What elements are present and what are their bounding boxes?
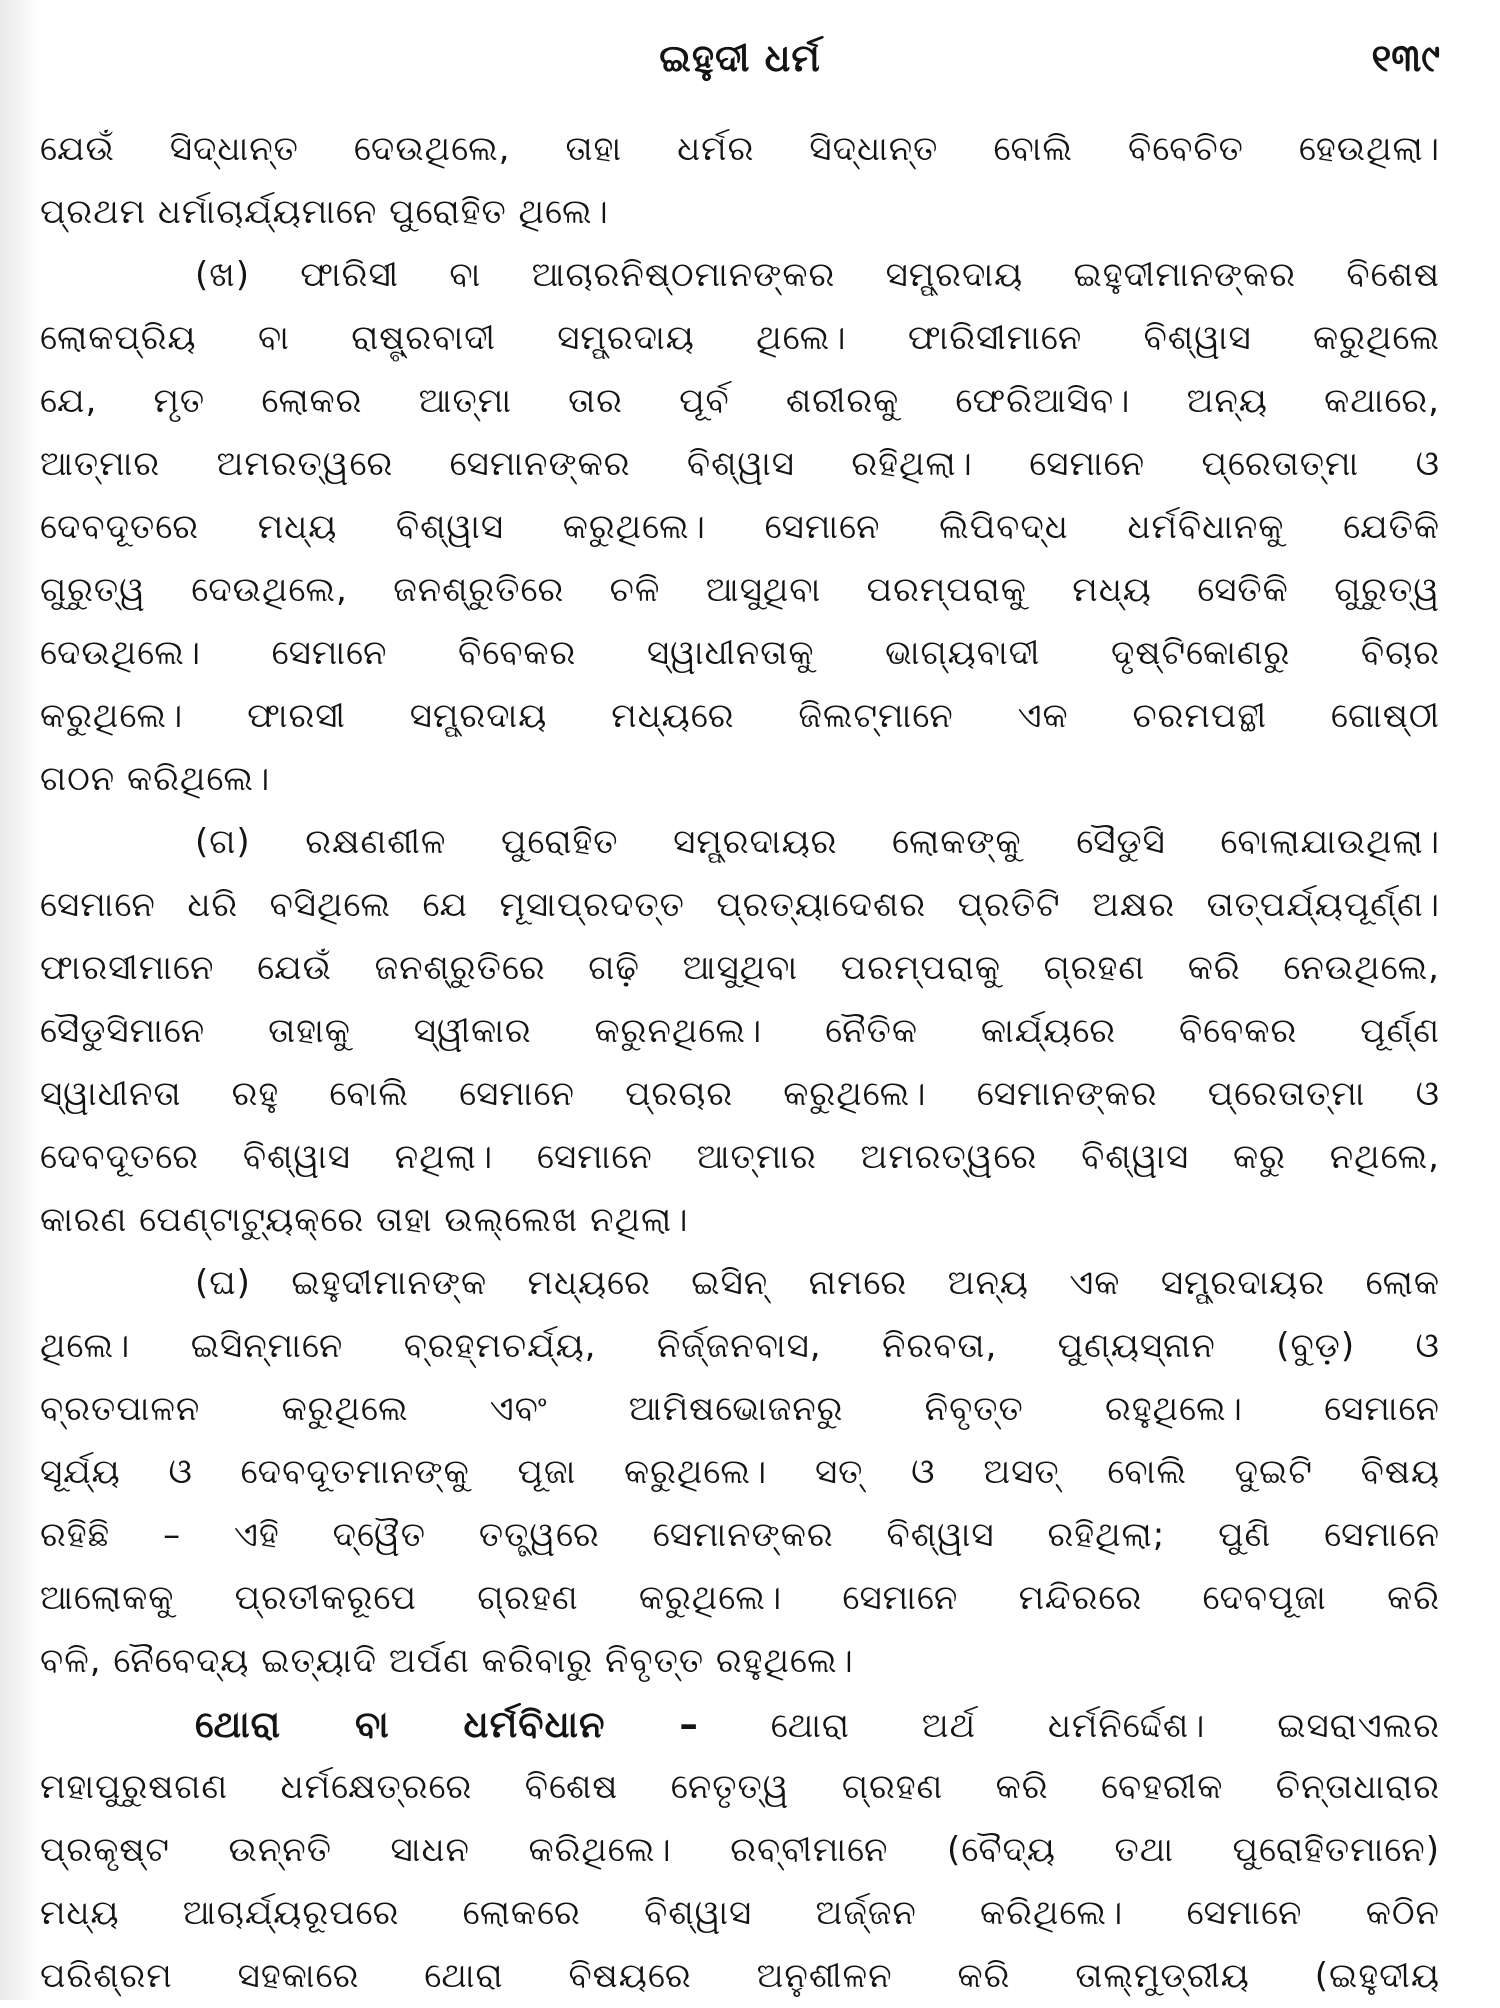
- page-number: ୧୩୯: [1371, 36, 1440, 80]
- text-line: କାରଣ ପେଣ୍ଟାଟ୍ୟୁକ୍‌ରେ ତାହା ଉଲ୍ଲେଖ ନଥିଲା।: [40, 1200, 689, 1240]
- paragraph-ga-start: (ଗ) ରକ୍ଷଣଶୀଳ ପୁରୋହିତ ସମ୍ପ୍ରଦାୟର ଲୋକଙ୍କୁ ସୈଡୁସି ବୋଲାଯାଉଥିଲା।: [195, 822, 1440, 862]
- text-line: କରୁଥିଲେ। ଫାରସୀ ସମ୍ପ୍ରଦାୟ ମଧ୍ୟରେ ଜିଲଟ୍‌ମାନେ ଏକ ଚରମପନ୍ଥୀ ଗୋଷ୍ଠୀ: [40, 696, 1440, 736]
- section-first-line: [40, 1693, 1440, 1756]
- text-line: ରହିଛି – ଏହି ଦ୍ୱୈତ ତତ୍ତ୍ୱରେ ସେମାନଙ୍କର ବିଶ୍ୱାସ ରହିଥିଲା; ପୁଣି ସେମାନେ: [40, 1515, 1440, 1555]
- section-heading: ଥୋରା ବା ଧର୍ମବିଧାନ –: [195, 1703, 699, 1746]
- text-line: ମଧ୍ୟ ଆଚାର୍ଯ୍ୟରୂପରେ ଲୋକରେ ବିଶ୍ୱାସ ଅର୍ଜ୍ଜନ କରିଥିଲେ। ସେମାନେ କଠିନ: [40, 1893, 1440, 1933]
- text-line: ପରିଶ୍ରମ ସହକାରେ ଥୋରା ବିଷୟରେ ଅନୁଶୀଳନ କରି ତାଲ୍‌ମୁଡ୍ରୀୟ (ଇହୁଦୀୟ: [40, 1956, 1440, 1996]
- text-line: ସେମାନେ ଧରି ବସିଥିଲେ ଯେ ମୂସାପ୍ରଦତ୍ତ ପ୍ରତ୍ୟାଦେଶର ପ୍ରତିଟି ଅକ୍ଷର ତାତ୍ପର୍ଯ୍ୟପୂର୍ଣ୍ଣ।: [40, 885, 1440, 925]
- text-line: ସୂର୍ଯ୍ୟ ଓ ଦେବଦୂତମାନଙ୍କୁ ପୂଜା କରୁଥିଲେ। ସତ୍ ଓ ଅସତ୍ ବୋଲି ଦୁଇଟି ବିଷୟ: [40, 1452, 1440, 1492]
- text-line: ଯେ, ମୃତ ଲୋକର ଆତ୍ମା ତାର ପୂର୍ବ ଶରୀରକୁ ଫେରିଆସିବ। ଅନ୍ୟ କଥାରେ,: [40, 381, 1440, 421]
- text-line: ମହାପୁରୁଷଗଣ ଧର୍ମକ୍ଷେତ୍ରରେ ବିଶେଷ ନେତୃତ୍ୱ ଗ୍ରହଣ କରି ବେହରୀକ ଚିନ୍ତାଧାରାର: [40, 1767, 1440, 1807]
- text-line: ଥିଲେ। ଇସିନ୍‌ମାନେ ବ୍ରହ୍ମଚର୍ଯ୍ୟ, ନିର୍ଜ୍ଜନବାସ, ନିରବତା, ପୁଣ୍ୟସ୍ନାନ (ବୁଡ଼) ଓ: [40, 1326, 1440, 1366]
- page-gutter-shadow: [0, 0, 40, 2000]
- text-line: ଆଲୋକକୁ ପ୍ରତୀକରୂପେ ଗ୍ରହଣ କରୁଥିଲେ। ସେମାନେ ମନ୍ଦିରରେ ଦେବପୂଜା କରି: [40, 1578, 1440, 1618]
- text-line: ଯେଉଁ ସିଦ୍ଧାନ୍ତ ଦେଉଥିଲେ, ତାହା ଧର୍ମର ସିଦ୍ଧାନ୍ତ ବୋଲି ବିବେଚିତ ହେଉଥିଲା।: [40, 129, 1440, 169]
- running-header: [40, 28, 1440, 98]
- text-line: ଗୁରୁତ୍ୱ ଦେଉଥିଲେ, ଜନଶ୍ରୁତିରେ ଚଳି ଆସୁଥିବା ପରମ୍ପରାକୁ ମଧ୍ୟ ସେତିକି ଗୁରୁତ୍ୱ: [40, 570, 1440, 610]
- text-line: ପ୍ରକୃଷ୍ଟ ଉନ୍ନତି ସାଧନ କରିଥିଲେ। ରବ୍ବୀମାନେ (ବୈଦ୍ୟ ତଥା ପୁରୋହିତମାନେ): [40, 1830, 1440, 1870]
- text-line: ସୈଡୁସିମାନେ ତାହାକୁ ସ୍ୱୀକାର କରୁନଥିଲେ। ନୈତିକ କାର୍ଯ୍ୟରେ ବିବେକର ପୂର୍ଣ୍ଣ: [40, 1011, 1440, 1051]
- paragraph-gha-start: (ଘ) ଇହୁଦୀମାନଙ୍କ ମଧ୍ୟରେ ଇସିନ୍ ନାମରେ ଅନ୍ୟ ଏକ ସମ୍ପ୍ରଦାୟର ଲୋକ: [195, 1263, 1440, 1303]
- body-text: [40, 118, 1440, 2008]
- text-line: ଗଠନ କରିଥିଲେ।: [40, 759, 271, 799]
- text-line: ସ୍ୱାଧୀନତା ରହୁ ବୋଲି ସେମାନେ ପ୍ରଚାର କରୁଥିଲେ। ସେମାନଙ୍କର ପ୍ରେତାତ୍ମା ଓ: [40, 1074, 1440, 1114]
- text-line: ଲୋକପ୍ରିୟ ବା ରାଷ୍ଟ୍ରବାଦୀ ସମ୍ପ୍ରଦାୟ ଥିଲେ। ଫାରିସୀମାନେ ବିଶ୍ୱାସ କରୁଥିଲେ: [40, 318, 1440, 358]
- paragraph-kha-start: (ଖ) ଫାରିସୀ ବା ଆଚାରନିଷ୍ଠମାନଙ୍କର ସମ୍ପ୍ରଦାୟ ଇହୁଦୀମାନଙ୍କର ବିଶେଷ: [195, 255, 1440, 295]
- text-line: ବ୍ରତପାଳନ କରୁଥିଲେ ଏବଂ ଆମିଷଭୋଜନରୁ ନିବୃତ୍ତ ରହୁଥିଲେ। ସେମାନେ: [40, 1389, 1440, 1429]
- section-first-line-text: ଥୋରା ଅର୍ଥ ଧର୍ମନିର୍ଦ୍ଦେଶ। ଇସରାଏଲର: [770, 1706, 1440, 1746]
- text-line: ଦେଉଥିଲେ। ସେମାନେ ବିବେକର ସ୍ୱାଧୀନତାକୁ ଭାଗ୍ୟବାଦୀ ଦୃଷ୍ଟିକୋଣରୁ ବିଚାର: [40, 633, 1440, 673]
- text-line: ଦେବଦୂତରେ ବିଶ୍ୱାସ ନଥିଲା। ସେମାନେ ଆତ୍ମାର ଅମରତ୍ୱରେ ବିଶ୍ୱାସ କରୁ ନଥିଲେ,: [40, 1137, 1440, 1177]
- text-line: ବଳି, ନୈବେଦ୍ୟ ଇତ୍ୟାଦି ଅର୍ପଣ କରିବାରୁ ନିବୃତ୍ତ ରହୁଥିଲେ।: [40, 1641, 854, 1681]
- text-line: ପ୍ରଥମ ଧର୍ମାଚାର୍ଯ୍ୟମାନେ ପୁରୋହିତ ଥିଲେ।: [40, 192, 609, 232]
- text-line: ଫାରସୀମାନେ ଯେଉଁ ଜନଶ୍ରୁତିରେ ଗଢ଼ି ଆସୁଥିବା ପରମ୍ପରାକୁ ଗ୍ରହଣ କରି ନେଉଥିଲେ,: [40, 948, 1440, 988]
- chapter-title: ଇହୁଦୀ ଧର୍ମ: [659, 36, 821, 80]
- text-line: ଦେବଦୂତରେ ମଧ୍ୟ ବିଶ୍ୱାସ କରୁଥିଲେ। ସେମାନେ ଲିପିବଦ୍ଧ ଧର୍ମବିଧାନକୁ ଯେତିକି: [40, 507, 1440, 547]
- text-line: ଆତ୍ମାର ଅମରତ୍ୱରେ ସେମାନଙ୍କର ବିଶ୍ୱାସ ରହିଥିଲା। ସେମାନେ ପ୍ରେତାତ୍ମା ଓ: [40, 444, 1440, 484]
